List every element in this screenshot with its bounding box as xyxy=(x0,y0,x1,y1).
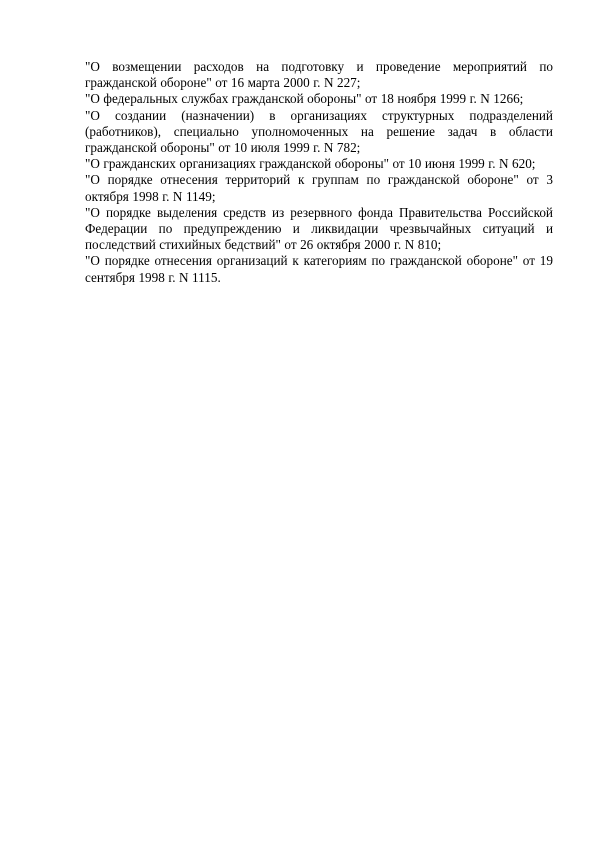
list-item-civil-organizations: "О гражданских организациях гражданской обороны" от 10 июня 1999 г. N 620; xyxy=(85,156,536,172)
list-item-federal-services: "О федеральных службах гражданской обороны" от 18 ноября 1999 г. N 1266; xyxy=(85,91,524,107)
list-item-territory-groups: "О порядке отнесения территорий к группам по гражданской обороне" от 3 октября 1998 г. N 1149; xyxy=(85,172,553,204)
list-item-civil-defense-expenses: "О возмещении расходов на подготовку и проведение мероприятий по гражданской обороне" от 16 марта 2000 г. N 227; xyxy=(85,59,553,91)
list-item-structural-units: "О создании (назначении) в организациях структурных подразделений (работников), специально уполномоченных на решение задач в области гражданской обороны" от 10 июля 1999 г. N 782; xyxy=(85,107,553,156)
resolutions-list xyxy=(85,59,553,286)
list-item-reserve-fund: "О порядке выделения средств из резервного фонда Правительства Российской Федерации по предупреждению и ликвидации чрезвычайных ситуаций и последствий стихийных бедствий" от 26 октября 2000 г. N 810; xyxy=(85,204,553,253)
list-item-organization-categories: "О порядке отнесения организаций к категориям по гражданской обороне" от 19 сентября 1998 г. N 1115. xyxy=(85,253,553,285)
